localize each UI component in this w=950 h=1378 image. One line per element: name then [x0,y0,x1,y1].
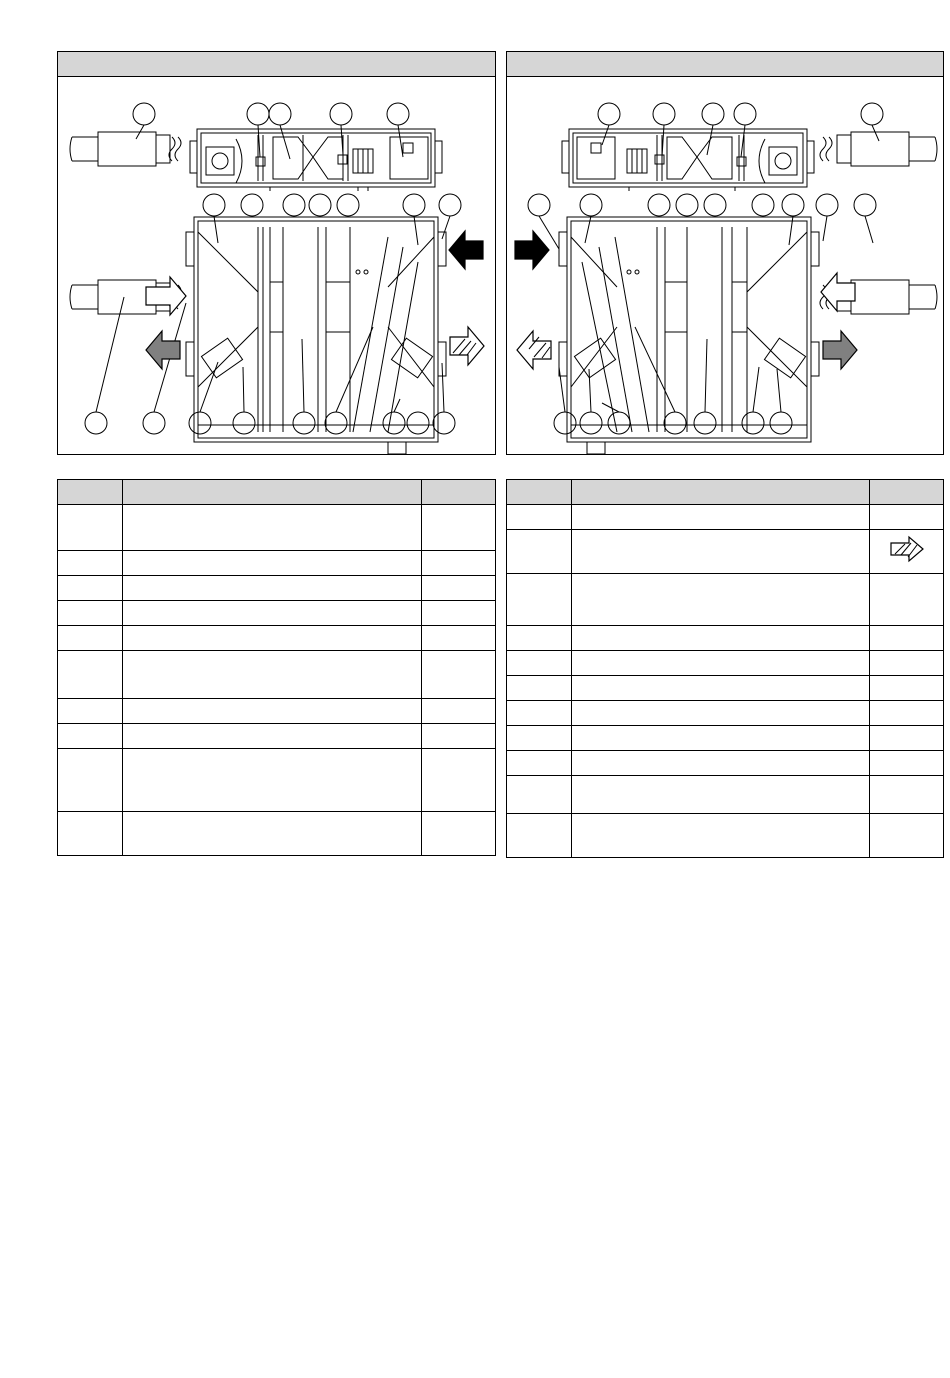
table-cell [422,812,496,856]
table-cell [507,530,572,574]
table-cell [422,724,496,749]
table-row [58,626,496,651]
table-cell [507,505,572,530]
column-header-symbol [422,480,496,505]
diagram-panel-right [506,51,944,455]
table-cell [422,651,496,699]
legend-table-right [506,479,944,858]
table-row [58,699,496,724]
table-cell [870,751,944,776]
table-cell [123,699,422,724]
table-row [507,626,944,651]
table-cell [507,814,572,858]
table-cell [58,699,123,724]
table-cell [123,576,422,601]
table-cell [572,726,870,751]
legend-table-left [57,479,496,856]
hatched-arrow-icon [517,331,551,369]
table-cell [507,726,572,751]
table-cell [572,651,870,676]
table-cell [58,505,123,551]
table-cell [870,574,944,626]
table-cell [870,726,944,751]
diagram-panel-left [57,51,496,455]
legend-header-row [58,480,496,505]
table-cell [507,751,572,776]
table-cell [422,505,496,551]
table-cell [572,505,870,530]
table-cell [870,701,944,726]
table-row [58,812,496,856]
table-cell [123,812,422,856]
table-row [507,574,944,626]
table-row [507,776,944,814]
table-cell [58,601,123,626]
table-cell [58,651,123,699]
front-unit-right [559,217,819,454]
table-cell [572,574,870,626]
table-cell [422,576,496,601]
table-cell [870,505,944,530]
unit-diagram-left [58,77,495,454]
diagram-header-right [507,52,943,77]
grey-arrow-icon [146,331,180,369]
table-row [58,601,496,626]
table-cell [870,676,944,701]
table-cell [58,551,123,576]
hatched-arrow-icon [887,535,927,563]
table-cell [572,626,870,651]
table-cell [123,601,422,626]
table-cell [422,551,496,576]
table-cell [123,749,422,812]
column-header-description [572,480,870,505]
table-cell [123,551,422,576]
table-row [58,505,496,551]
black-arrow-icon [449,231,483,269]
table-cell [123,626,422,651]
table-row [58,749,496,812]
table-cell [422,601,496,626]
table-cell [422,699,496,724]
flow-arrows-right [515,231,857,369]
column-header-symbol [870,480,944,505]
table-row [507,676,944,701]
top-unit-left [190,129,442,191]
grey-arrow-icon [823,331,857,369]
table-cell [870,776,944,814]
table-cell [507,574,572,626]
table-cell [507,701,572,726]
column-header-description [123,480,422,505]
table-cell [58,749,123,812]
top-duct-left [70,132,181,166]
black-arrow-icon [515,231,549,269]
table-cell [58,576,123,601]
table-cell [123,651,422,699]
table-cell [422,626,496,651]
table-cell [422,749,496,812]
table-row [58,576,496,601]
top-unit-right [562,129,814,191]
table-cell [58,626,123,651]
unit-diagram-right [507,77,943,454]
table-row [507,651,944,676]
table-cell [572,701,870,726]
table-row [507,814,944,858]
table-cell [507,626,572,651]
leader-lines-right [539,125,879,412]
table-row [507,751,944,776]
diagram-header-left [58,52,495,77]
table-row [58,724,496,749]
table-cell [572,776,870,814]
table-cell [507,651,572,676]
table-cell [870,530,944,574]
table-cell [58,812,123,856]
table-row [507,505,944,530]
table-cell [572,814,870,858]
table-cell [507,676,572,701]
table-cell [123,724,422,749]
front-unit-left [186,217,446,454]
table-cell [58,724,123,749]
table-cell [572,751,870,776]
table-cell [870,626,944,651]
column-header-number [507,480,572,505]
table-cell [572,530,870,574]
table-row [507,701,944,726]
flow-arrows-left [146,231,484,369]
legend-header-row [507,480,944,505]
column-header-number [58,480,123,505]
table-row [507,530,944,574]
table-cell [870,651,944,676]
top-duct-right [820,132,937,166]
table-row [58,651,496,699]
table-cell [870,814,944,858]
table-row [507,726,944,751]
table-cell [507,776,572,814]
table-cell [572,676,870,701]
table-cell [123,505,422,551]
table-row [58,551,496,576]
